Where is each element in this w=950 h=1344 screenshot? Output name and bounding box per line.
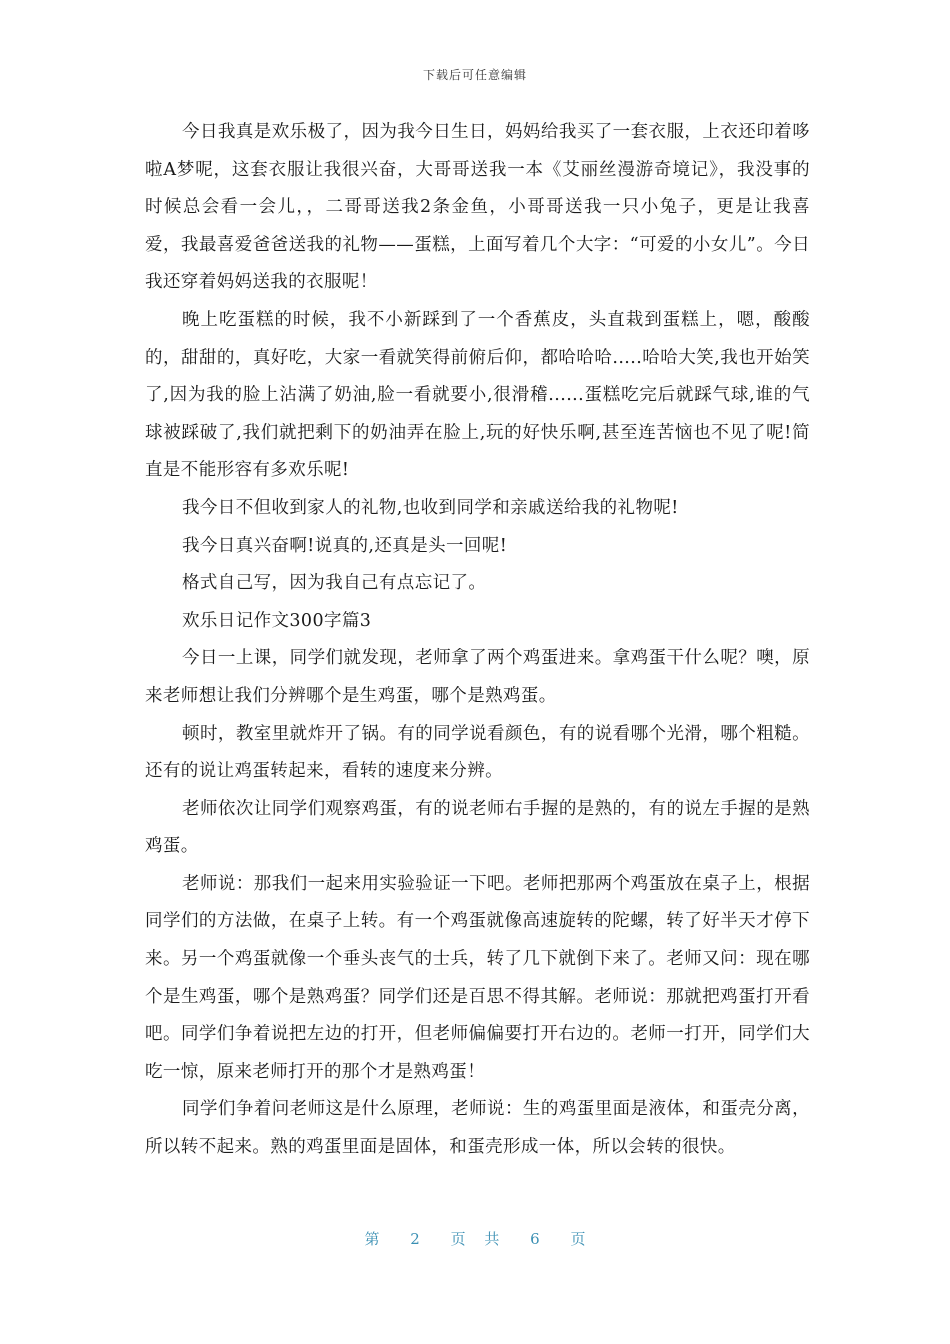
paragraph: 顿时，教室里就炸开了锅。有的同学说看颜色，有的说看哪个光滑，哪个粗糙。还有的说让鸡蛋转起来，看转的速度来分辨。 <box>145 723 810 782</box>
paragraph: 我今日不但收到家人的礼物,也收到同学和亲戚送给我的礼物呢! <box>182 497 679 518</box>
document-body <box>145 114 810 1167</box>
paragraph: 格式自己写，因为我自己有点忘记了。 <box>182 573 487 594</box>
page-header: 下载后可任意编辑 <box>422 68 527 82</box>
footer-of-label: 页 共 <box>450 1230 500 1248</box>
section-heading: 欢乐日记作文300字篇3 <box>182 610 372 631</box>
footer-pages-label: 页 <box>570 1230 586 1248</box>
paragraph: 老师说：那我们一起来用实验验证一下吧。老师把那两个鸡蛋放在桌子上，根据同学们的方法做，在桌子上转。有一个鸡蛋就像高速旋转的陀螺，转了好半天才停下来。另一个鸡蛋就像一个垂头丧气的士兵，转了几下就倒下来了。老师又问：现在哪个是生鸡蛋，哪个是熟鸡蛋？同学们还是百思不得其解。老师说：那就把鸡蛋打开看吧。同学们争着说把左边的打开，但老师偏偏要打开右边的。老师一打开，同学们大吃一惊，原来老师打开的那个才是熟鸡蛋！ <box>145 873 810 1082</box>
paragraph: 我今日真兴奋啊!说真的,还真是头一回呢! <box>182 535 508 556</box>
paragraph: 老师依次让同学们观察鸡蛋，有的说老师右手握的是熟的，有的说左手握的是熟鸡蛋。 <box>145 798 810 857</box>
paragraph: 同学们争着问老师这是什么原理，老师说：生的鸡蛋里面是液体，和蛋壳分离，所以转不起来。熟的鸡蛋里面是固体，和蛋壳形成一体，所以会转的很快。 <box>145 1099 810 1158</box>
footer-current-page: 2 <box>410 1230 420 1248</box>
paragraph: 晚上吃蛋糕的时候，我不小新踩到了一个香蕉皮，头直栽到蛋糕上，嗯，酸酸的，甜甜的，真好吃，大家一看就笑得前俯后仰，都哈哈哈.....哈哈大笑,我也开始笑了,因为我的脸上沾满了奶油,脸一看就要小,很滑稽......蛋糕吃完后就踩气球,谁的气球被踩破了,我们就把剩下的奶油弄在脸上,玩的好快乐啊,甚至连苦恼也不见了呢!简直是不能形容有多欢乐呢! <box>145 309 810 481</box>
paragraph: 今日我真是欢乐极了，因为我今日生日，妈妈给我买了一套衣服，上衣还印着哆啦A梦呢，这套衣服让我很兴奋，大哥哥送我一本《艾丽丝漫游奇境记》，我没事的时候总会看一会儿，，二哥哥送我2条金鱼，小哥哥送我一只小兔子，更是让我喜爱，我最喜爱爸爸送我的礼物——蛋糕，上面写着几个大字：“可爱的小女儿”。今日我还穿着妈妈送我的衣服呢！ <box>145 122 810 293</box>
page-footer <box>0 1228 950 1249</box>
footer-page-label: 第 <box>364 1230 380 1248</box>
paragraph: 今日一上课，同学们就发现，老师拿了两个鸡蛋进来。拿鸡蛋干什么呢？噢，原来老师想让我们分辨哪个是生鸡蛋，哪个是熟鸡蛋。 <box>145 648 810 706</box>
footer-total-pages: 6 <box>530 1230 540 1248</box>
